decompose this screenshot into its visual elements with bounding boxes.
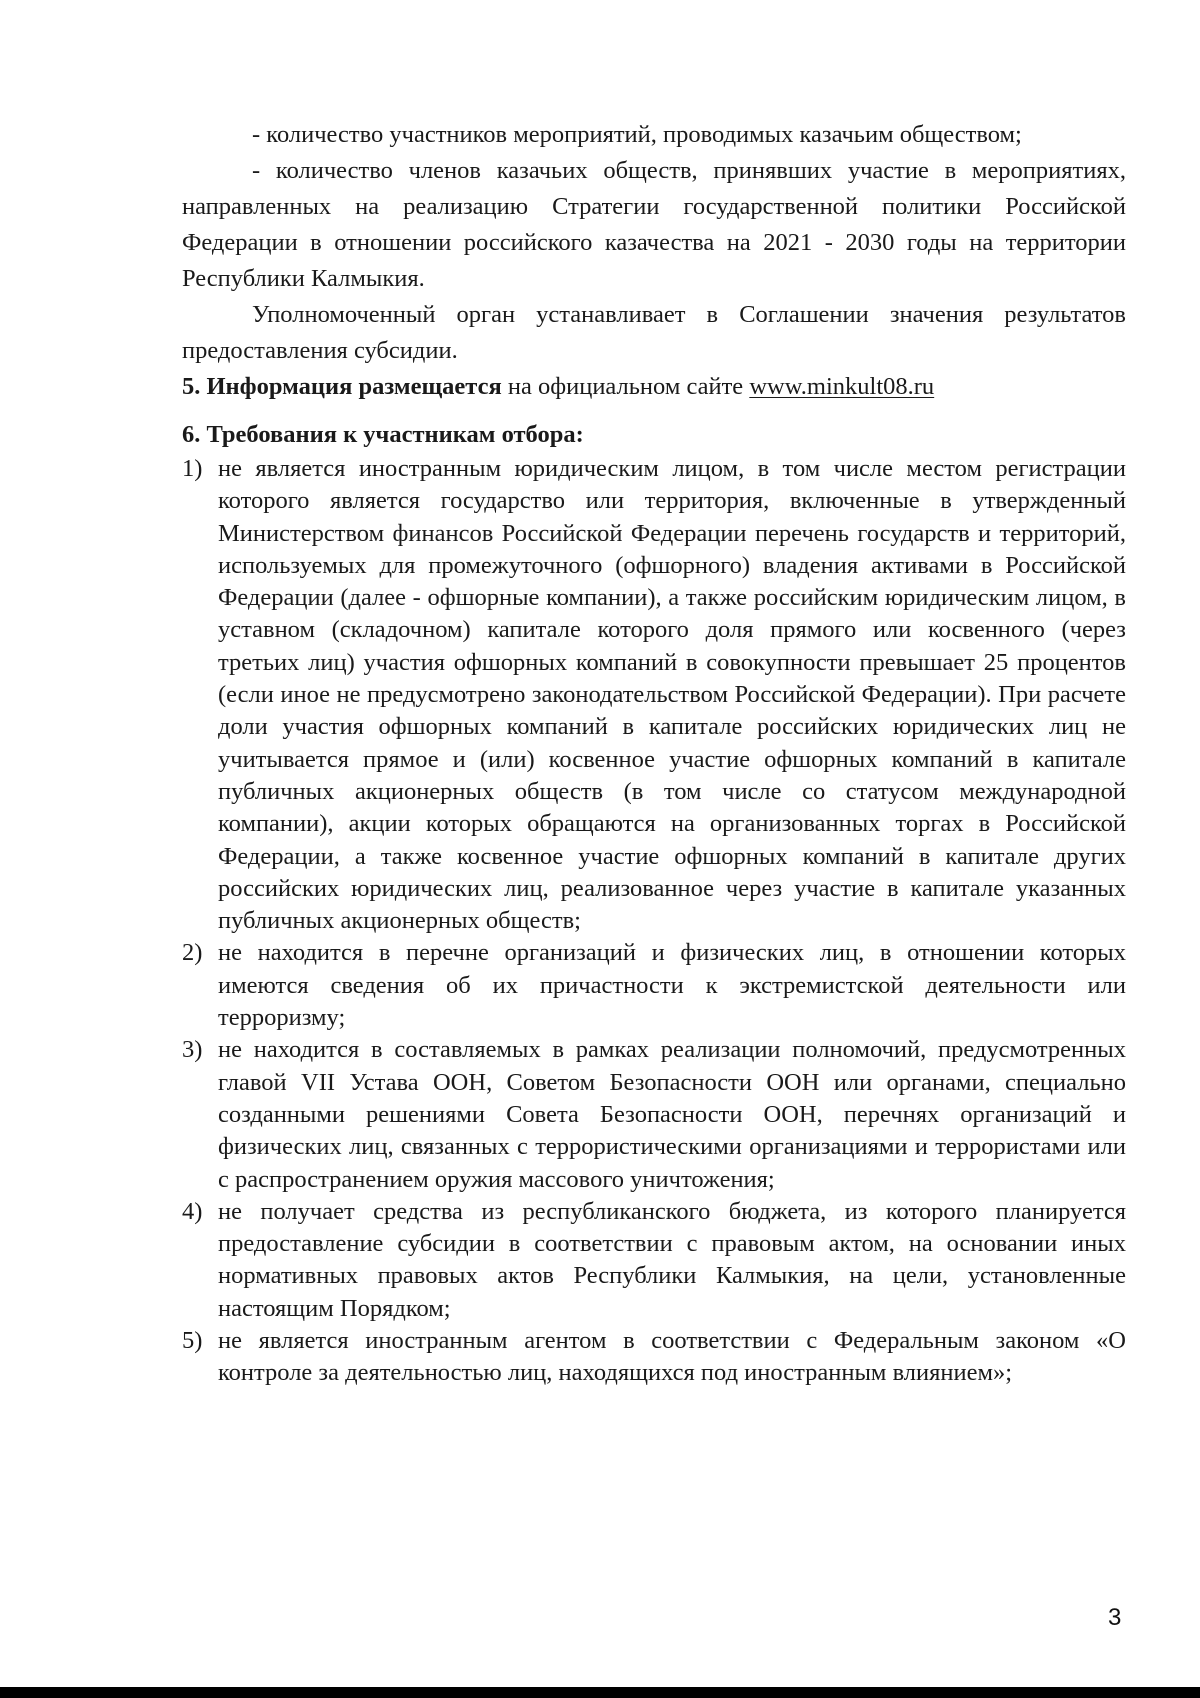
document-body — [182, 117, 1126, 1390]
requirement-text: не получает средства из республиканского бюджета, из которого планируется предоставление субсидии в соответствии с правовым актом, на основании иных нормативных правовых актов Республики Калмыкия, на цели, установленные настоящим Порядком; — [218, 1197, 1126, 1322]
section-5-text: на официальном сайте — [501, 373, 750, 400]
scan-edge-bar — [0, 1687, 1200, 1698]
requirement-number: 5) — [182, 1327, 203, 1355]
authority-paragraph: Уполномоченный орган устанавливает в Соглашении значения результатов предоставления субсидии. — [182, 301, 1126, 364]
section-5-heading: 5. Информация размещается — [182, 373, 502, 400]
requirement-text: не находится в перечне организаций и физических лиц, в отношении которых имеются сведения об их причастности к экстремистской деятельности или терроризму; — [218, 939, 1126, 1032]
requirement-text: не является иностранным юридическим лицом, в том числе местом регистрации которого является государство или территория, включенные в утвержденный Министерством финансов Российской Федерации перечень государств и территорий, используемых для промежуточного (офшорного) владения активами в Российской Федерации (далее - офшорные компании), а также российским юридическим лицом, в уставном (складочном) капитале которого доля прямого или косвенного (через третьих лиц) участия офшорных компаний в совокупности превышает 25 процентов (если иное не предусмотрено законодательством Российской Федерации). При расчете доли участия офшорных компаний в капитале российских юридических лиц не учитывается прямое и (или) косвенное участие офшорных компаний в капитале публичных акционерных обществ (в том числе со статусом международной компании), акции которых обращаются на организованных торгах в Российской Федерации, а также косвенное участие офшорных компаний в капитале других российских юридических лиц, реализованное через участие в капитале указанных публичных акционерных обществ; — [218, 455, 1126, 935]
requirement-item — [182, 1196, 1126, 1325]
requirement-item — [182, 1325, 1126, 1390]
requirement-item — [182, 1034, 1126, 1195]
requirement-item — [182, 453, 1126, 937]
section-6-heading: 6. Требования к участникам отбора: — [182, 421, 584, 448]
requirement-item — [182, 937, 1126, 1034]
indicator-participants: - количество участников мероприятий, проводимых казачьим обществом; — [252, 121, 1022, 148]
requirement-text: не находится в составляемых в рамках реализации полномочий, предусмотренных главой VII Устава ООН, Советом Безопасности ООН или органами, специально созданными решениями Совета Безопасности ООН, перечнях организаций и физических лиц, связанных с террористическими организациями и террористами или с распространением оружия массового уничтожения; — [218, 1036, 1126, 1193]
requirement-number: 2) — [182, 939, 203, 967]
page-number: 3 — [1108, 1604, 1122, 1631]
website-link[interactable]: www.minkult08.ru — [749, 373, 935, 400]
requirement-number: 1) — [182, 455, 203, 482]
indicator-members: - количество членов казачьих обществ, принявших участие в мероприятиях, направленных на реализацию Стратегии государственной политики Российской Федерации в отношении российского казачества на 2021 - 2030 годы на территории Республики Калмыкия. — [182, 157, 1126, 292]
requirement-text: не является иностранным агентом в соответствии с Федеральным законом «О контроле за деятельностью лиц, находящихся под иностранным влиянием»; — [218, 1327, 1126, 1387]
requirement-number: 3) — [182, 1036, 203, 1064]
requirement-number: 4) — [182, 1197, 203, 1225]
requirements-list — [182, 453, 1126, 1390]
section-5 — [182, 369, 1126, 405]
